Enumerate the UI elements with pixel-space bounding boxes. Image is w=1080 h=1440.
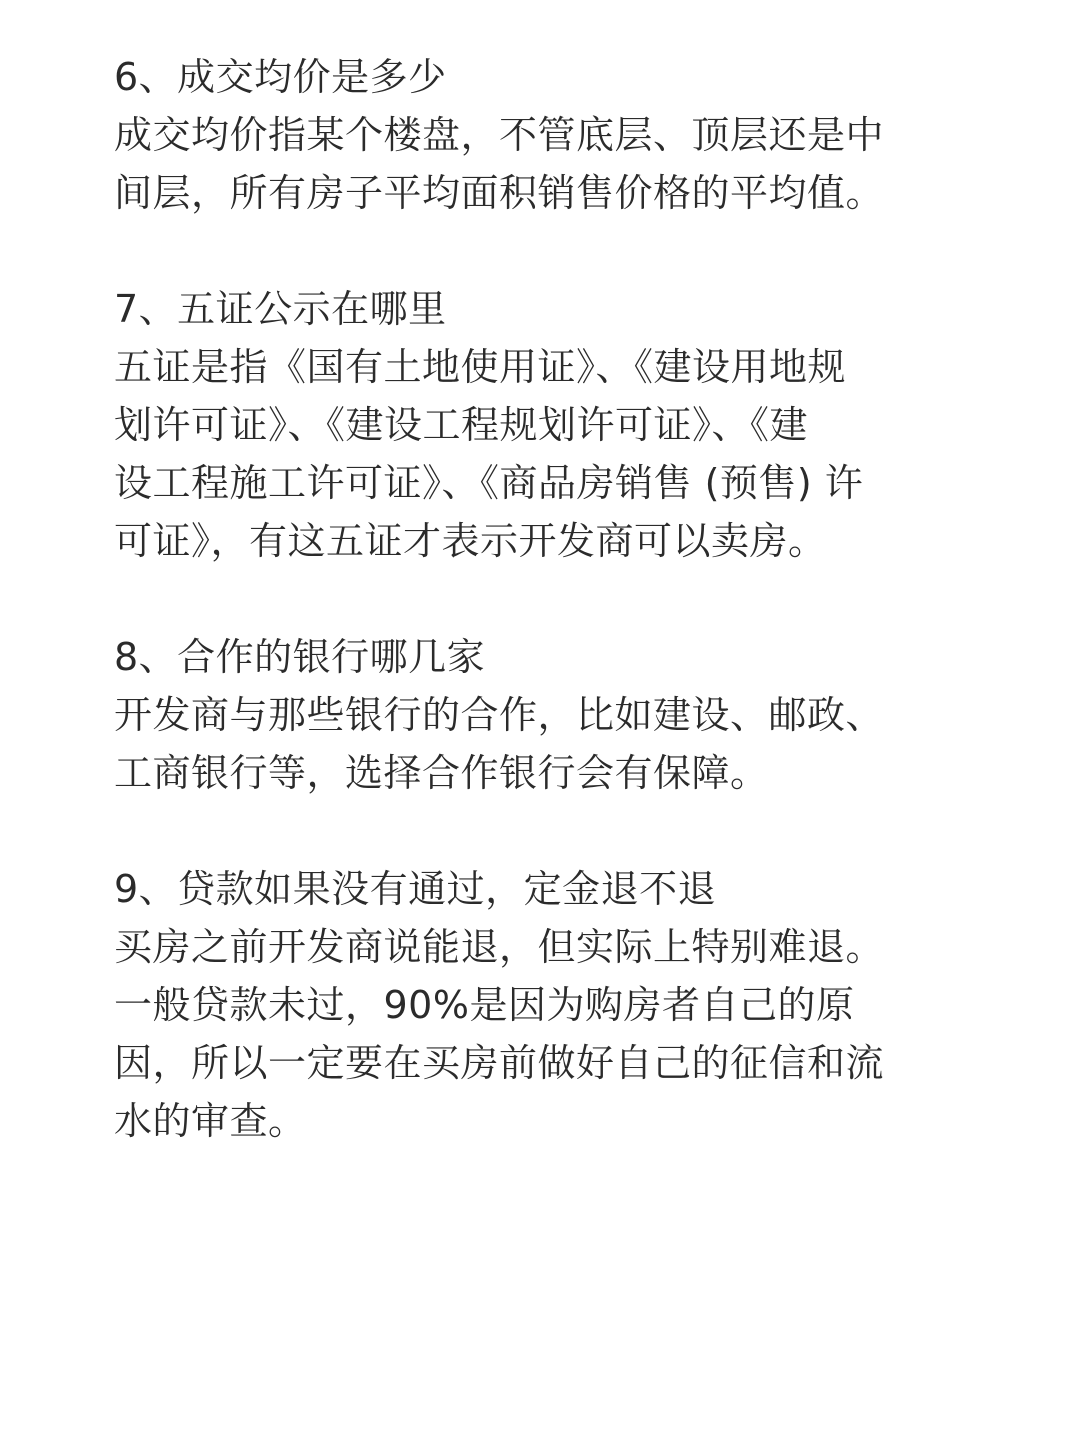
faq-section-9 bbox=[114, 860, 944, 1150]
text-line: 因，所以一定要在买房前做好自己的征信和流 bbox=[114, 1041, 885, 1085]
article-body bbox=[114, 48, 944, 1208]
section-text bbox=[114, 686, 944, 802]
text-line: 划许可证》、《建设工程规划许可证》、《建 bbox=[114, 403, 809, 447]
text-line: 一般贷款未过，90%是因为购房者自己的原 bbox=[114, 983, 855, 1027]
faq-section-7 bbox=[114, 280, 944, 570]
section-text bbox=[114, 918, 944, 1150]
text-line: 间层，所有房子平均面积销售价格的平均值。 bbox=[114, 171, 885, 215]
section-title: 8、合作的银行哪几家 bbox=[114, 635, 486, 679]
text-line: 成交均价指某个楼盘，不管底层、顶层还是中 bbox=[114, 113, 885, 157]
section-title: 6、成交均价是多少 bbox=[114, 55, 447, 99]
section-title: 9、贷款如果没有通过，定金退不退 bbox=[114, 867, 717, 911]
text-line: 设工程施工许可证》、《商品房销售 (预售) 许 bbox=[114, 461, 864, 505]
text-line: 可证》，有这五证才表示开发商可以卖房。 bbox=[114, 519, 827, 563]
text-line: 水的审查。 bbox=[114, 1099, 307, 1143]
text-line: 开发商与那些银行的合作，比如建设、邮政、 bbox=[114, 693, 885, 737]
text-line: 五证是指《国有土地使用证》、《建设用地规 bbox=[114, 345, 847, 389]
section-text bbox=[114, 338, 944, 570]
text-line: 买房之前开发商说能退，但实际上特别难退。 bbox=[114, 925, 885, 969]
faq-section-8 bbox=[114, 628, 944, 802]
faq-section-6 bbox=[114, 48, 944, 222]
section-text bbox=[114, 106, 944, 222]
text-line: 工商银行等，选择合作银行会有保障。 bbox=[114, 751, 769, 795]
section-title: 7、五证公示在哪里 bbox=[114, 287, 447, 331]
